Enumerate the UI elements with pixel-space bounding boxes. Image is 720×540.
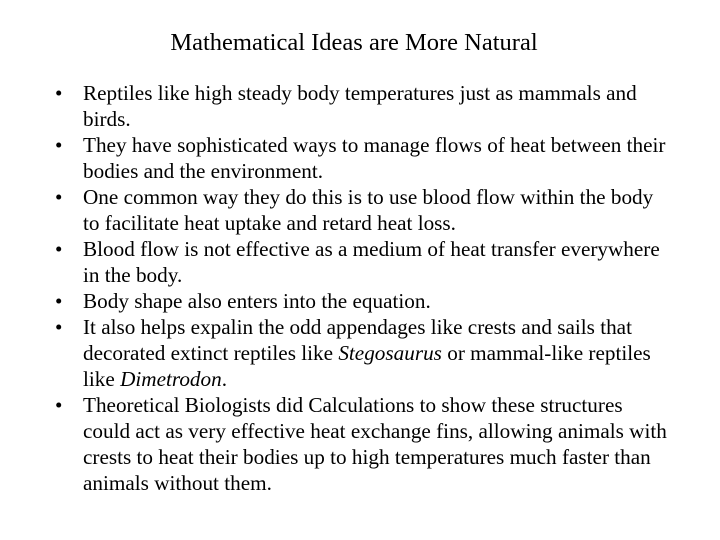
bullet-text: Blood flow is not effective as a medium of heat transfer everywhere in the body. [83,237,660,287]
bullet-icon: • [55,133,63,157]
bullet-text-part: It also helps expalin the odd appendages like crests and sails that decorated extinct reptiles like [83,315,632,365]
bullet-item-1 [53,80,673,132]
bullet-text-part: or mammal-like reptiles like [83,341,651,391]
bullet-icon: • [55,289,63,313]
slide-title: Mathematical Ideas are More Natural [170,29,538,56]
bullet-text: Theoretical Biologists did Calculations to show these structures could act as very effective heat exchange fins, allowing animals with crests to heat their bodies up to high temperatures much faster than animals without them. [83,393,667,495]
bullet-icon: • [55,237,63,261]
bullet-item-2 [53,132,673,184]
bullet-text: Body shape also enters into the equation. [83,289,431,313]
bullet-item-5 [53,288,673,314]
bullet-text: Reptiles like high steady body temperatures just as mammals and birds. [83,81,637,131]
bullet-icon: • [55,81,63,105]
bullet-icon: • [55,185,63,209]
italic-genus-dimetrodon: Dimetrodon [120,367,222,391]
bullet-item-6 [53,314,673,392]
italic-genus-stegosaurus: Stegosaurus [338,341,442,365]
bullet-text: They have sophisticated ways to manage flows of heat between their bodies and the environment. [83,133,666,183]
bullet-icon: • [55,393,63,417]
bullet-text-part: . [221,367,227,391]
bullet-text [83,314,673,392]
bullet-text: One common way they do this is to use blood flow within the body to facilitate heat uptake and retard heat loss. [83,185,654,235]
bullet-list [53,80,673,496]
bullet-icon: • [55,315,63,339]
bullet-item-7 [53,392,673,496]
bullet-item-4 [53,236,673,288]
bullet-item-3 [53,184,673,236]
